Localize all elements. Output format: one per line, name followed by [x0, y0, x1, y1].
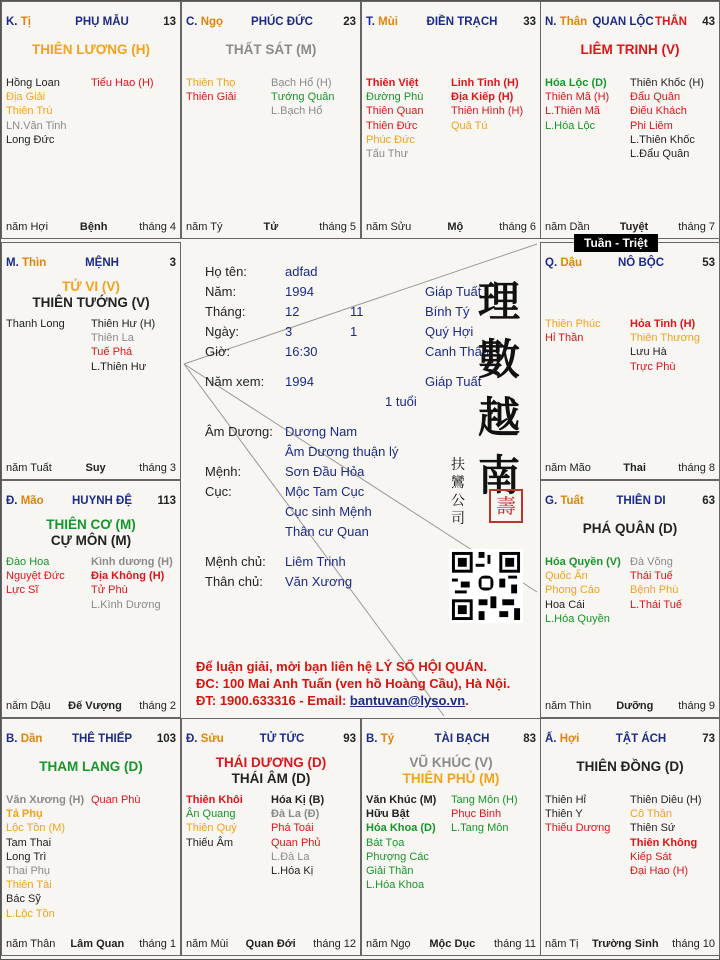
- stars-left: [366, 76, 451, 161]
- stars-right: [451, 793, 536, 892]
- minor-star: Thiên Tài: [6, 879, 52, 892]
- palace-name: TÀI BẠCH: [434, 733, 490, 745]
- palace-year: năm Tý: [186, 221, 223, 233]
- life-stage: Lâm Quan: [70, 938, 125, 950]
- minor-star: Thiên Quý: [186, 822, 237, 835]
- palace-thin: [1, 242, 181, 480]
- minor-star: Kiếp Sát: [630, 850, 672, 863]
- minor-star: Tang Môn (H): [451, 794, 518, 806]
- palace-footer: [545, 938, 715, 950]
- minor-star: Tiểu Hao (H): [91, 77, 154, 89]
- palace-number: 43: [702, 16, 715, 28]
- minor-star: Thiếu Âm: [186, 836, 234, 849]
- stars-left: [545, 76, 630, 161]
- minor-star: Thiên La: [91, 332, 134, 345]
- palace-month: tháng 3: [139, 462, 176, 474]
- palace-header: [545, 495, 715, 509]
- minor-star: Đào Hoa: [6, 556, 50, 568]
- stars-left: [6, 76, 91, 147]
- email-link[interactable]: bantuvan@lyso.vn: [349, 693, 466, 708]
- palace-ngo: [181, 1, 361, 239]
- stars-right: [91, 793, 176, 921]
- palace-year: năm Ngọ: [366, 938, 411, 950]
- stars-left: [6, 317, 91, 374]
- minor-star: Thiên Hỉ: [545, 794, 586, 806]
- palace-year: năm Mão: [545, 462, 591, 474]
- row-cuc: Cục: Mộc Tam Cục: [205, 484, 365, 499]
- value-hoten: adfad: [285, 264, 318, 279]
- minor-star: Phi Liêm: [630, 119, 673, 132]
- red-seal-stamp: 壽: [489, 489, 523, 523]
- palace-number: 3: [169, 257, 176, 269]
- minor-star: L.Đà La: [271, 850, 310, 863]
- minor-star: Cô Thần: [630, 808, 672, 821]
- minor-star: Phượng Các: [366, 850, 429, 863]
- minor-star: Thanh Long: [6, 318, 65, 330]
- minor-star: Điếu Khách: [630, 105, 687, 118]
- tuan-triet-badge: Tuần - Triệt: [574, 234, 658, 252]
- palace-name: PHÚC ĐỨC: [251, 16, 313, 28]
- minor-star: Quan Phù: [91, 794, 141, 806]
- stars-left: [545, 793, 630, 878]
- palace-name: PHỤ MẪU: [75, 16, 129, 28]
- palace-canchi: K. Tị: [6, 16, 31, 28]
- minor-star: Thiên Hình (H): [451, 105, 524, 118]
- stars-left: [545, 317, 630, 374]
- palace-year: năm Hợi: [6, 221, 49, 233]
- palace-month: tháng 1: [139, 938, 176, 950]
- palace-header: [545, 257, 715, 271]
- stars-right: [451, 76, 536, 161]
- minor-star: L.Đẩu Quân: [630, 148, 690, 161]
- life-stage: Đế Vượng: [68, 700, 122, 712]
- minor-star: L.Thiên Mã: [545, 105, 601, 118]
- minor-star: Đẩu Quân: [630, 91, 681, 104]
- minor-star: Thiên Không: [630, 836, 698, 849]
- minor-stars: [186, 76, 356, 119]
- palace-month: tháng 4: [139, 221, 176, 233]
- minor-star: Tuế Phá: [91, 346, 133, 359]
- minor-star: Quả Tú: [451, 119, 488, 132]
- minor-star: Nguyệt Đức: [6, 570, 65, 583]
- main-star: THIÊN ĐỒNG (D): [576, 759, 684, 774]
- palace-footer: [545, 462, 715, 474]
- main-star: LIÊM TRINH (V): [580, 42, 680, 57]
- minor-star: Tả Phụ: [6, 808, 43, 821]
- stars-left: [545, 555, 630, 626]
- minor-star: Hữu Bật: [366, 808, 410, 821]
- minor-star: Bạch Hổ (H): [271, 77, 332, 89]
- palace-header: [366, 733, 536, 747]
- stars-right: [91, 555, 176, 612]
- life-stage: Mộ: [447, 221, 464, 233]
- palace-canchi: Đ. Mão: [6, 495, 44, 507]
- minor-star: Phá Toái: [271, 822, 314, 835]
- calligraphy-char: 南: [477, 451, 520, 500]
- life-stage: Suy: [85, 462, 106, 474]
- main-star: THIÊN PHỦ (M): [402, 771, 500, 786]
- palace-number: 53: [702, 257, 715, 269]
- life-stage: Mộc Dục: [429, 938, 476, 950]
- minor-star: Thiên Thương: [630, 332, 701, 345]
- main-star: THIÊN CƠ (M): [46, 517, 136, 532]
- palace-dan: [1, 718, 181, 956]
- stars-left: [6, 793, 91, 921]
- palace-header: [6, 16, 176, 30]
- main-star: THIÊN LƯƠNG (H): [32, 42, 150, 57]
- minor-star: L.Bạch Hổ: [271, 105, 323, 118]
- palace-year: năm Dậu: [6, 700, 51, 712]
- palace-number: 83: [523, 733, 536, 745]
- palace-name: HUYNH ĐỆ: [71, 495, 133, 507]
- palace-year: năm Sửu: [366, 221, 412, 233]
- minor-star: Hóa Lộc (D): [545, 77, 607, 89]
- minor-stars: [6, 555, 176, 612]
- minor-star: LN.Văn Tinh: [6, 119, 67, 132]
- palace-footer: [186, 221, 356, 233]
- contact-line-3: ĐT: 1900.633316 - Email: bantuvan@lyso.vn.: [196, 693, 469, 708]
- palace-year: năm Thân: [6, 938, 56, 950]
- palace-number: 103: [156, 733, 176, 745]
- minor-star: L.Hóa Kị: [271, 865, 314, 878]
- palace-year: năm Thìn: [545, 700, 592, 712]
- palace-mao: [1, 480, 181, 718]
- minor-star: Thiên Trù: [6, 105, 53, 118]
- row-amduong: Âm Dương: Dương Nam: [205, 424, 358, 439]
- minor-star: Thiên Y: [545, 808, 583, 821]
- contact-line-1: Để luận giải, mời bạn liên hệ LÝ SỐ HỘI QUÁN.: [196, 659, 487, 674]
- palace-month: tháng 9: [678, 700, 715, 712]
- palace-number: 73: [702, 733, 715, 745]
- palace-ty: [361, 718, 541, 956]
- minor-star: Bệnh Phù: [630, 584, 679, 597]
- minor-star: Thiên Diêu (H): [630, 794, 702, 806]
- row-cuc2: Cục sinh Mệnh: [285, 504, 372, 519]
- palace-year: năm Tuất: [6, 462, 52, 474]
- minor-star: Hỉ Thần: [545, 332, 584, 345]
- palace-header: [186, 733, 356, 747]
- stars-right: [630, 76, 715, 161]
- palace-suu: [181, 718, 361, 956]
- palace-hoi: [540, 718, 720, 956]
- stars-right: [271, 793, 356, 878]
- minor-star: Thiên Khốc (H): [630, 77, 704, 89]
- row-hoten: Họ tên: adfad: [205, 264, 318, 279]
- main-star: THẤT SÁT (M): [225, 42, 317, 57]
- row-menhchu: Mệnh chủ: Liêm Trinh: [205, 554, 346, 569]
- minor-stars: [545, 317, 715, 374]
- minor-star: Thiên Việt: [366, 77, 419, 89]
- palace-month: tháng 2: [139, 700, 176, 712]
- palace-number: 23: [343, 16, 356, 28]
- palace-canchi: G. Tuất: [545, 495, 584, 507]
- minor-star: L.Thiên Khốc: [630, 133, 695, 146]
- minor-star: Hóa Quyền (V): [545, 556, 621, 568]
- minor-stars: [6, 793, 176, 921]
- palace-footer: [6, 462, 176, 474]
- palace-number: 63: [702, 495, 715, 507]
- minor-star: Tử Phù: [91, 584, 128, 597]
- row-gio: Giờ: 16:30 Canh Thân: [205, 344, 490, 359]
- minor-stars: [366, 793, 536, 892]
- palace-year: năm Dần: [545, 221, 590, 233]
- minor-star: Thai Phụ: [6, 865, 51, 878]
- palace-header: [545, 16, 715, 30]
- minor-star: Tướng Quân: [271, 91, 335, 104]
- row-amduong2: Âm Dương thuận lý: [285, 444, 399, 459]
- minor-star: Ân Quang: [186, 808, 236, 821]
- minor-star: L.Thái Tuế: [630, 598, 682, 611]
- minor-star: Thiếu Dương: [545, 822, 611, 835]
- palace-footer: [545, 221, 715, 233]
- minor-star: L.Hóa Lộc: [545, 119, 596, 132]
- palace-canchi: Đ. Sửu: [186, 733, 224, 745]
- main-star: THÁI DƯƠNG (D): [215, 755, 327, 770]
- palace-name: NÔ BỘC: [618, 257, 664, 269]
- palace-mui: [361, 1, 541, 239]
- life-stage: Dưỡng: [616, 700, 654, 712]
- minor-star: Thiên Giải: [186, 91, 237, 104]
- palace-footer: [545, 700, 715, 712]
- minor-star: Địa Kiếp (H): [451, 91, 514, 104]
- life-stage: Quan Đới: [245, 938, 296, 950]
- palace-header: [6, 733, 176, 747]
- palace-canchi: Ấ. Hợi: [545, 733, 580, 745]
- life-stage: Trường Sinh: [592, 938, 659, 950]
- minor-star: Tam Thai: [6, 836, 52, 849]
- calligraphy-char: 越: [477, 393, 520, 442]
- stars-right: [271, 76, 356, 119]
- palace-footer: [186, 938, 356, 950]
- palace-name: TẬT ÁCH: [615, 733, 667, 745]
- minor-star: Tấu Thư: [366, 148, 409, 161]
- minor-star: Giải Thần: [366, 865, 414, 878]
- palace-month: tháng 6: [499, 221, 536, 233]
- stars-right: [630, 793, 715, 878]
- minor-star: Thiên Mã (H): [545, 91, 610, 104]
- palace-header: [6, 495, 176, 509]
- main-star: VŨ KHÚC (V): [409, 755, 493, 770]
- minor-stars: [6, 317, 176, 374]
- main-star: TỬ VI (V): [62, 279, 120, 294]
- stars-right: [91, 317, 176, 374]
- palace-footer: [366, 938, 536, 950]
- palace-year: năm Mùi: [186, 938, 229, 950]
- palace-ti: [1, 1, 181, 239]
- palace-month: tháng 12: [313, 938, 356, 950]
- palace-name: TỬ TỨC: [259, 733, 305, 745]
- minor-star: Thái Tuế: [630, 570, 673, 583]
- minor-star: L.Hóa Quyền: [545, 612, 610, 625]
- minor-stars: [366, 76, 536, 161]
- minor-star: Văn Xương (H): [6, 794, 85, 806]
- minor-star: Lộc Tồn (M): [6, 822, 66, 835]
- minor-star: Long Trì: [6, 850, 47, 863]
- minor-stars: [545, 76, 715, 161]
- minor-star: L.Lộc Tồn: [6, 907, 55, 920]
- minor-stars: [6, 76, 176, 147]
- palace-number: 113: [157, 495, 176, 507]
- row-ngay: Ngày: 3 1 Quý Hợi: [205, 324, 474, 339]
- minor-star: Hoa Cái: [545, 598, 585, 611]
- minor-star: Lực Sĩ: [6, 584, 39, 597]
- stars-left: [6, 555, 91, 612]
- minor-star: Phúc Đức: [366, 133, 415, 146]
- row-tuoi: 1 tuổi: [385, 394, 417, 409]
- calligraphy-char: 理: [477, 277, 520, 326]
- palace-number: 93: [343, 733, 356, 745]
- minor-star: Đường Phù: [366, 91, 424, 104]
- palace-year: năm Tị: [545, 938, 579, 950]
- main-star: THIÊN TƯỚNG (V): [32, 295, 150, 310]
- palace-canchi: T. Mùi: [366, 16, 398, 28]
- palace-name: THIÊN DI: [616, 495, 666, 507]
- palace-footer: [6, 938, 176, 950]
- minor-star: Hỏa Tinh (H): [630, 318, 696, 330]
- calligraphy-char: 數: [477, 335, 520, 384]
- minor-star: Trực Phù: [630, 360, 676, 373]
- minor-star: Thiên Hư (H): [91, 318, 156, 330]
- palace-canchi: N. Thân: [545, 16, 588, 28]
- palace-month: tháng 10: [672, 938, 715, 950]
- calligraphy-logo: [469, 273, 529, 505]
- row-thang: Tháng: 12 11 Bính Tý: [205, 304, 470, 319]
- palace-header: [366, 16, 536, 30]
- row-nam: Năm: 1994 Giáp Tuất: [205, 284, 482, 299]
- minor-star: Thiên Phúc: [545, 318, 601, 330]
- minor-star: Phục Binh: [451, 808, 502, 821]
- side-calligraphy: 扶 鸞 公 司: [451, 457, 465, 527]
- minor-star: Thiên Sứ: [630, 822, 676, 835]
- palace-header: [186, 16, 356, 30]
- palace-canchi: M. Thìn: [6, 257, 47, 269]
- stars-right: [630, 317, 715, 374]
- palace-canchi: B. Dần: [6, 733, 43, 745]
- minor-star: L.Kình Dương: [91, 598, 161, 611]
- minor-star: Long Đức: [6, 133, 55, 146]
- minor-star: L.Tang Môn: [451, 822, 509, 835]
- row-namxem: Năm xem: 1994 Giáp Tuất: [205, 374, 482, 389]
- minor-star: Hóa Khoa (D): [366, 822, 436, 835]
- qr-code-icon[interactable]: [449, 549, 523, 623]
- palace-footer: [366, 221, 536, 233]
- minor-star: Thiên Đức: [366, 119, 418, 132]
- stars-right: [91, 76, 176, 147]
- minor-star: Đà La (Đ): [271, 808, 320, 821]
- main-star: THAM LANG (D): [39, 759, 143, 774]
- life-stage: Thai: [623, 462, 646, 474]
- palace-name: QUAN LỘC: [592, 16, 654, 28]
- stars-left: [366, 793, 451, 892]
- minor-star: L.Hóa Khoa: [366, 879, 425, 892]
- minor-star: Quốc Ấn: [545, 570, 588, 583]
- palace-name: ĐIỀN TRẠCH: [426, 16, 498, 28]
- palace-name: MỆNH: [85, 257, 119, 269]
- minor-star: Lưu Hà: [630, 346, 667, 359]
- minor-star: Địa Giải: [6, 91, 46, 104]
- row-menh: Mệnh: Sơn Đầu Hỏa: [205, 464, 365, 479]
- main-star: CỰ MÔN (M): [50, 533, 132, 548]
- minor-star: Quan Phủ: [271, 836, 321, 849]
- palace-canchi: Q. Dậu: [545, 257, 583, 269]
- palace-number: 33: [523, 16, 536, 28]
- minor-star: Phong Cáo: [545, 584, 601, 597]
- life-stage: Tử: [263, 221, 279, 233]
- contact-line-2: ĐC: 100 Mai Anh Tuấn (ven hồ Hoàng Cầu), Hà Nội.: [196, 676, 511, 691]
- minor-star: Văn Khúc (M): [366, 794, 437, 806]
- minor-stars: [186, 793, 356, 878]
- stars-right: [630, 555, 715, 626]
- palace-month: tháng 8: [678, 462, 715, 474]
- palace-tuat: [540, 480, 720, 718]
- minor-star: Đà Võng: [630, 556, 673, 568]
- palace-header: [545, 733, 715, 747]
- minor-star: Linh Tinh (H): [451, 77, 519, 89]
- palace-number: 13: [163, 16, 176, 28]
- minor-star: Hóa Kị (B): [271, 794, 325, 806]
- stars-left: [186, 76, 271, 119]
- minor-stars: [545, 555, 715, 626]
- palace-than: [540, 1, 720, 239]
- stars-left: [186, 793, 271, 878]
- palace-canchi: C. Ngọ: [186, 16, 224, 28]
- palace-footer: [6, 700, 176, 712]
- palace-month: tháng 11: [493, 938, 536, 950]
- minor-star: Địa Không (H): [91, 570, 165, 583]
- row-thanchu: Thân chủ: Văn Xương: [205, 574, 353, 589]
- palace-name: THÊ THIẾP: [71, 733, 133, 745]
- life-stage: Tuyệt: [619, 221, 649, 233]
- than-marker: THÂN: [655, 16, 687, 28]
- palace-dau: [540, 242, 720, 480]
- palace-header: [6, 257, 176, 271]
- minor-star: Thiên Thọ: [186, 77, 236, 89]
- minor-star: Bát Tọa: [366, 836, 405, 849]
- minor-star: Bác Sỹ: [6, 893, 41, 906]
- minor-star: L.Thiên Hư: [91, 360, 147, 373]
- palace-month: tháng 7: [678, 221, 715, 233]
- minor-star: Đại Hao (H): [630, 865, 689, 878]
- palace-footer: [6, 221, 176, 233]
- minor-star: Thiên Khôi: [186, 794, 243, 806]
- minor-stars: [545, 793, 715, 878]
- palace-month: tháng 5: [319, 221, 356, 233]
- minor-star: Kình dương (H): [91, 556, 173, 568]
- minor-star: Thiên Quan: [366, 105, 424, 118]
- main-star: THÁI ÂM (D): [231, 771, 311, 786]
- row-cuc3: Thân cư Quan: [285, 524, 369, 539]
- palace-canchi: B. Tý: [366, 733, 395, 745]
- main-star: PHÁ QUÂN (D): [582, 521, 678, 536]
- minor-star: Hồng Loan: [6, 77, 60, 89]
- life-stage: Bệnh: [79, 221, 108, 233]
